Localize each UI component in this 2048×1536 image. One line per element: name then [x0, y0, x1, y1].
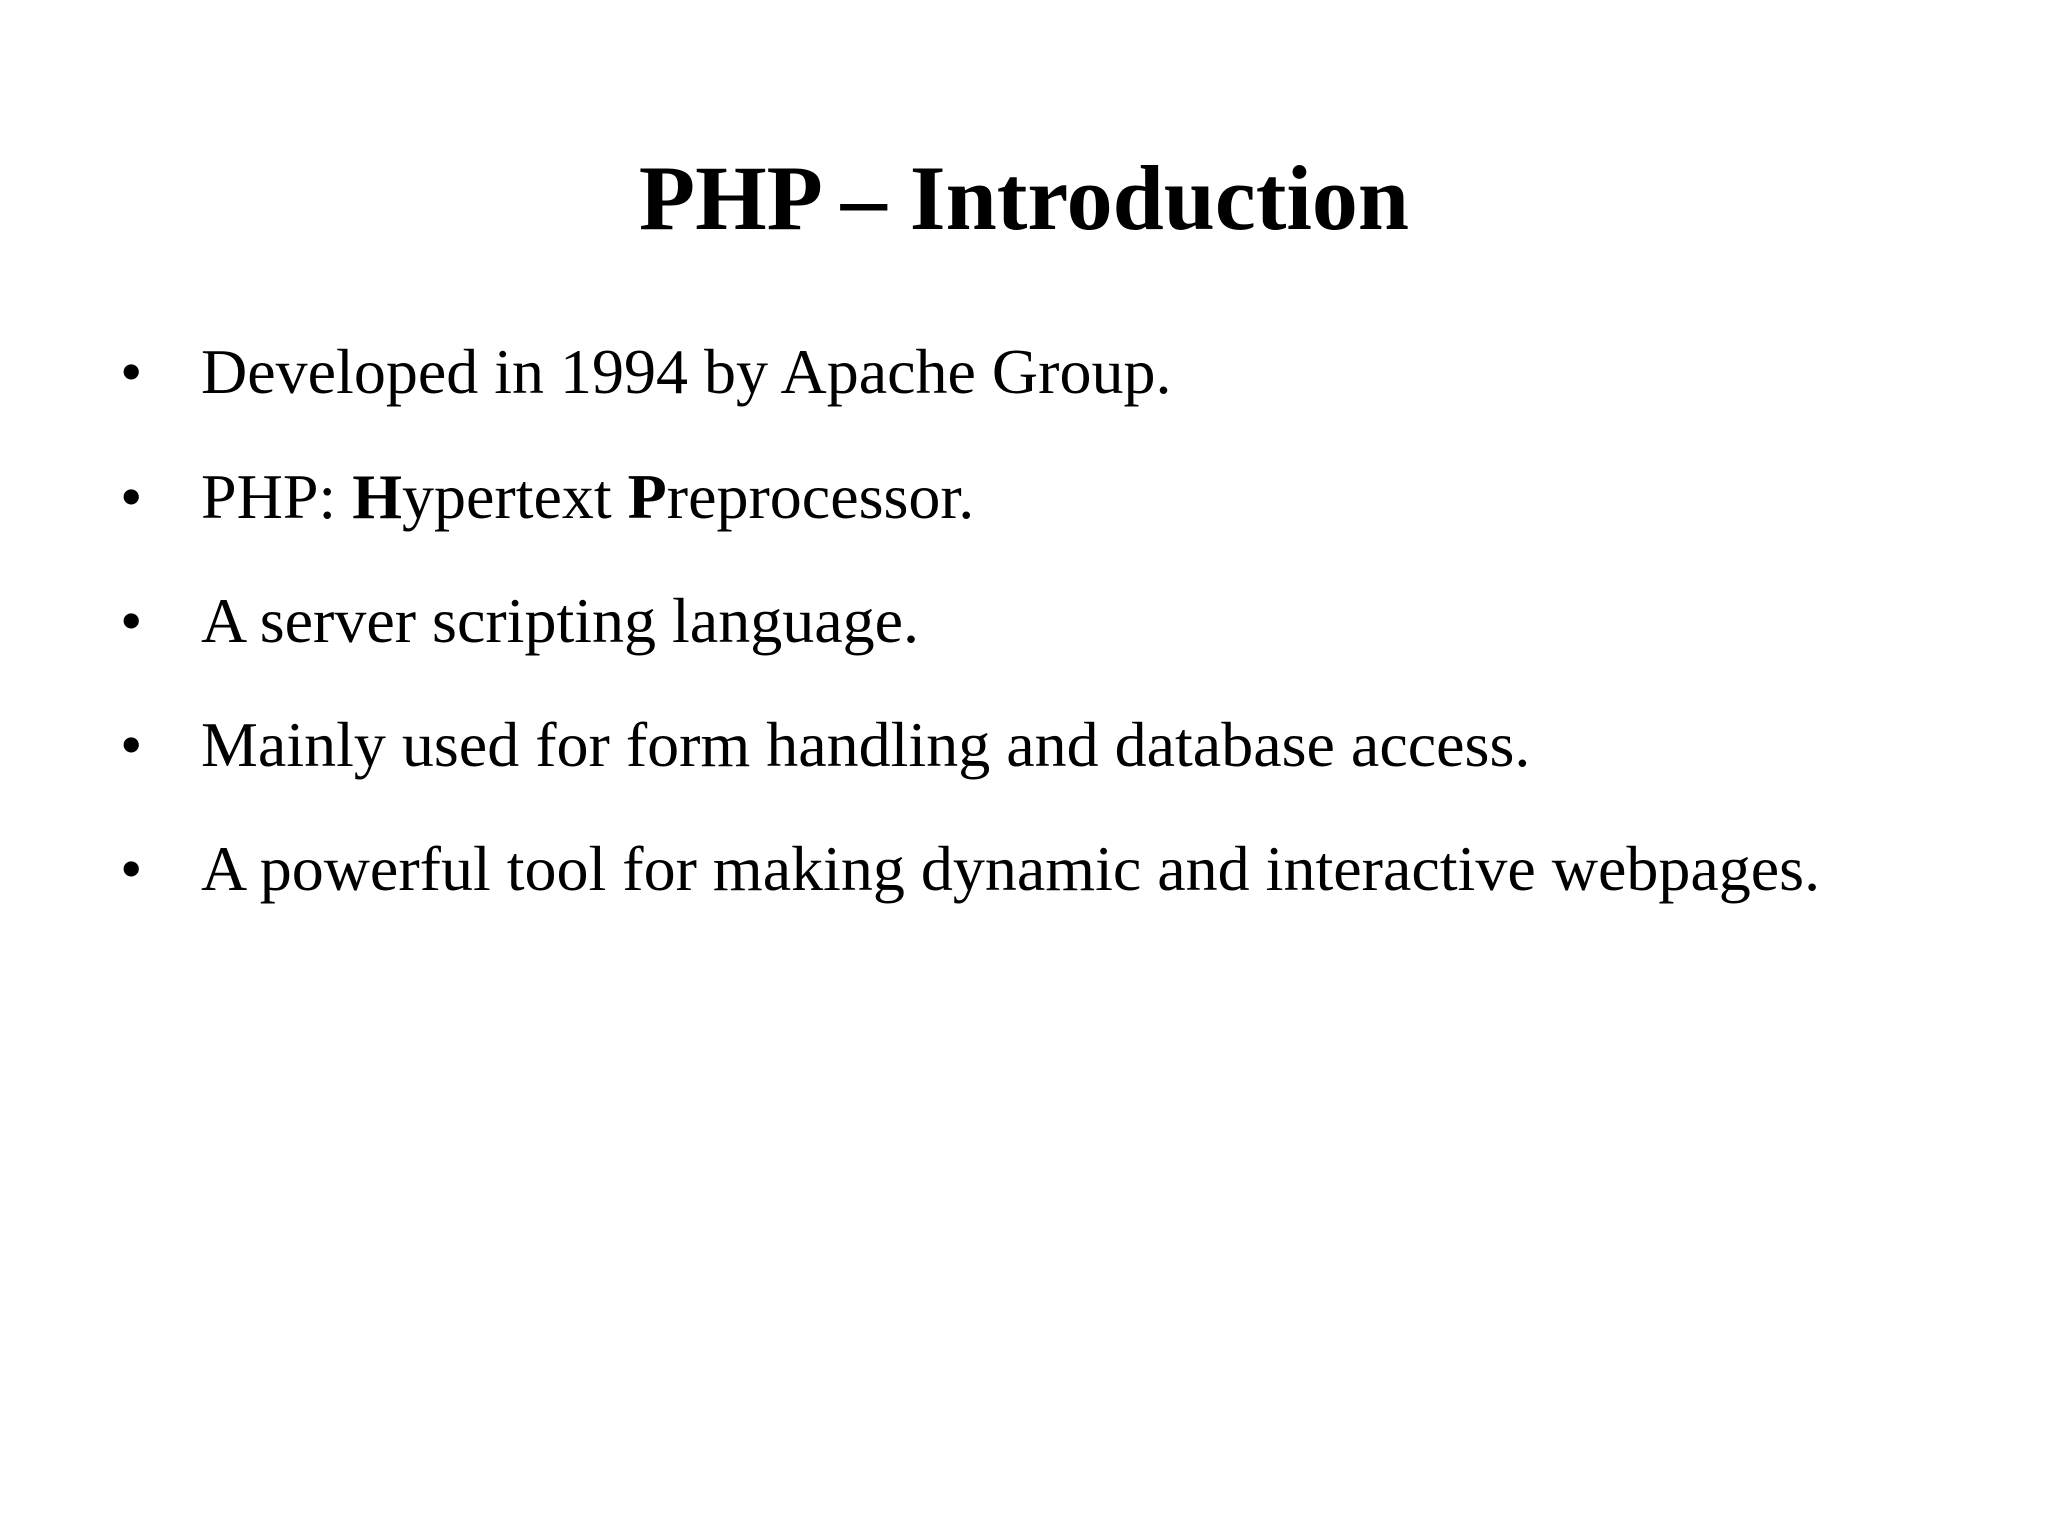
slide-title: PHP – Introduction [638, 147, 1410, 249]
bullet-icon: • [120, 833, 143, 904]
acronym-letter-h: H [352, 461, 402, 532]
bullet-icon: • [120, 336, 143, 407]
bullet-text: A powerful tool for making dynamic and interactive webpages. [201, 833, 1821, 904]
acronym-word-rest: reprocessor. [666, 461, 975, 532]
bullet-icon: • [120, 585, 143, 656]
bullet-text: Developed in 1994 by Apache Group. [201, 336, 1172, 407]
bullet-text: A server scripting language. [201, 585, 919, 656]
bullet-icon: • [120, 461, 143, 532]
bullet-text [201, 435, 1937, 559]
acronym-letter-p: P [627, 461, 667, 532]
acronym-word-rest: ypertext [401, 461, 628, 532]
bullet-icon: • [120, 709, 143, 780]
bullet-text: Mainly used for form handling and database access. [201, 709, 1531, 780]
acronym-prefix: PHP: [201, 461, 353, 532]
